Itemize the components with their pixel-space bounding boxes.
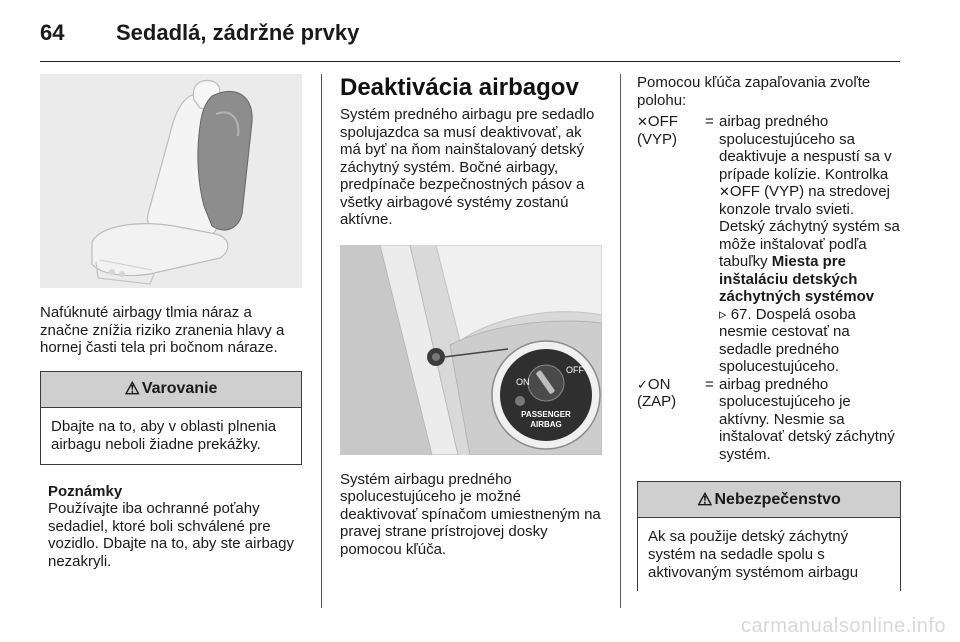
child-seat-table-link[interactable]: Miesta pre inštaláciu detských záchytných systémov [719, 253, 875, 305]
seat-airbag-illustration [40, 74, 302, 288]
on-term: ✓ON (ZAP) [637, 375, 677, 410]
page-title: Sedadlá, zádržné prvky [116, 20, 360, 45]
deactivation-intro: Systém predného airbagu pre sedadlo spolujazdca sa musí deaktivovať, ak má byť na ňom nainštalovaný detský záchytný systém. Bočné airbagy, predpínače bezpečnostných pásov a všetky airbagové systémy zostanú aktívne. [340, 106, 595, 228]
note-text: Používajte iba ochranné poťahy sedadiel, ktoré boli schválené pre vozidlo. Dbajte na to, aby ste airbagy nezakryli. [48, 500, 294, 570]
switch-airbag-label: AIRBAG [530, 419, 562, 429]
off-position-row [637, 113, 901, 376]
airbag-off-icon: ✕ [637, 114, 648, 129]
danger-title: Nebezpečenstvo [714, 490, 841, 508]
airbag-switch-illustration [340, 245, 602, 455]
column-right [637, 74, 901, 591]
column-divider [321, 74, 322, 608]
column-divider [620, 74, 621, 608]
page-ref-icon: ▹ [719, 305, 727, 323]
warning-text: Dbajte na to, aby v oblasti plnenia airbagu neboli žiadne prekážky. [51, 417, 277, 453]
switch-off-label: OFF [566, 364, 584, 375]
airbag-caption: Nafúknuté airbagy tlmia náraz a značne znížia riziko zranenia hlavy a hornej časti tela pri bočnom náraze. [40, 304, 285, 356]
watermark: carmanualsonline.info [740, 615, 946, 637]
warning-header [41, 372, 301, 408]
warning-title: Varovanie [141, 380, 218, 397]
column-middle [340, 74, 602, 558]
off-description: airbag predného spolucestujúceho sa deaktivuje a nespustí sa v prípade kolízie. Kontrolka ✕OFF (VYP) na stredovej konzole trvalo svieti. Detský záchytný systém sa môže inštalovať podľa tabuľky Miesta pre inštaláciu detských záchytných systémov ▹ 67. Dospelá osoba nesmie cestovať na sedadle predného spolucestujúceho. [719, 113, 900, 375]
page-number: 64 [40, 20, 65, 45]
column-left [40, 74, 302, 570]
off-term: ✕OFF (VYP) [637, 113, 678, 148]
section-heading: Deaktivácia airbagov [340, 74, 579, 101]
airbag-on-icon: ✓ [637, 376, 648, 392]
airbag-off-icon: ✕ [719, 184, 730, 199]
danger-header [638, 482, 900, 518]
on-description: airbag predného spolucestujúceho je aktívny. Nesmie sa inštalovať detský záchytný systém. [719, 375, 895, 463]
warning-box [40, 371, 302, 465]
switch-passenger-label: PASSENGER [521, 409, 571, 419]
danger-text: Ak sa použije detský záchytný systém na sedadle spolu s aktivovaným systémom airbagu [648, 528, 859, 581]
equals-sign: = [705, 113, 714, 130]
note-block [40, 483, 302, 571]
warning-icon: ⚠ [124, 379, 140, 398]
select-position-intro: Pomocou kľúča zapaľovania zvoľte polohu: [637, 74, 871, 109]
switch-on-label: ON [516, 376, 530, 387]
warning-icon: ⚠ [697, 489, 713, 509]
note-title: Poznámky [48, 482, 123, 500]
danger-box [637, 481, 901, 591]
switch-caption: Systém airbagu predného spolucestujúceho je možné deaktivovať spínačom umiestneným na pravej strane prístrojovej dosky pomocou kľúča. [340, 470, 601, 558]
on-position-row [637, 376, 901, 464]
page-header [40, 14, 900, 62]
equals-sign: = [705, 375, 714, 393]
